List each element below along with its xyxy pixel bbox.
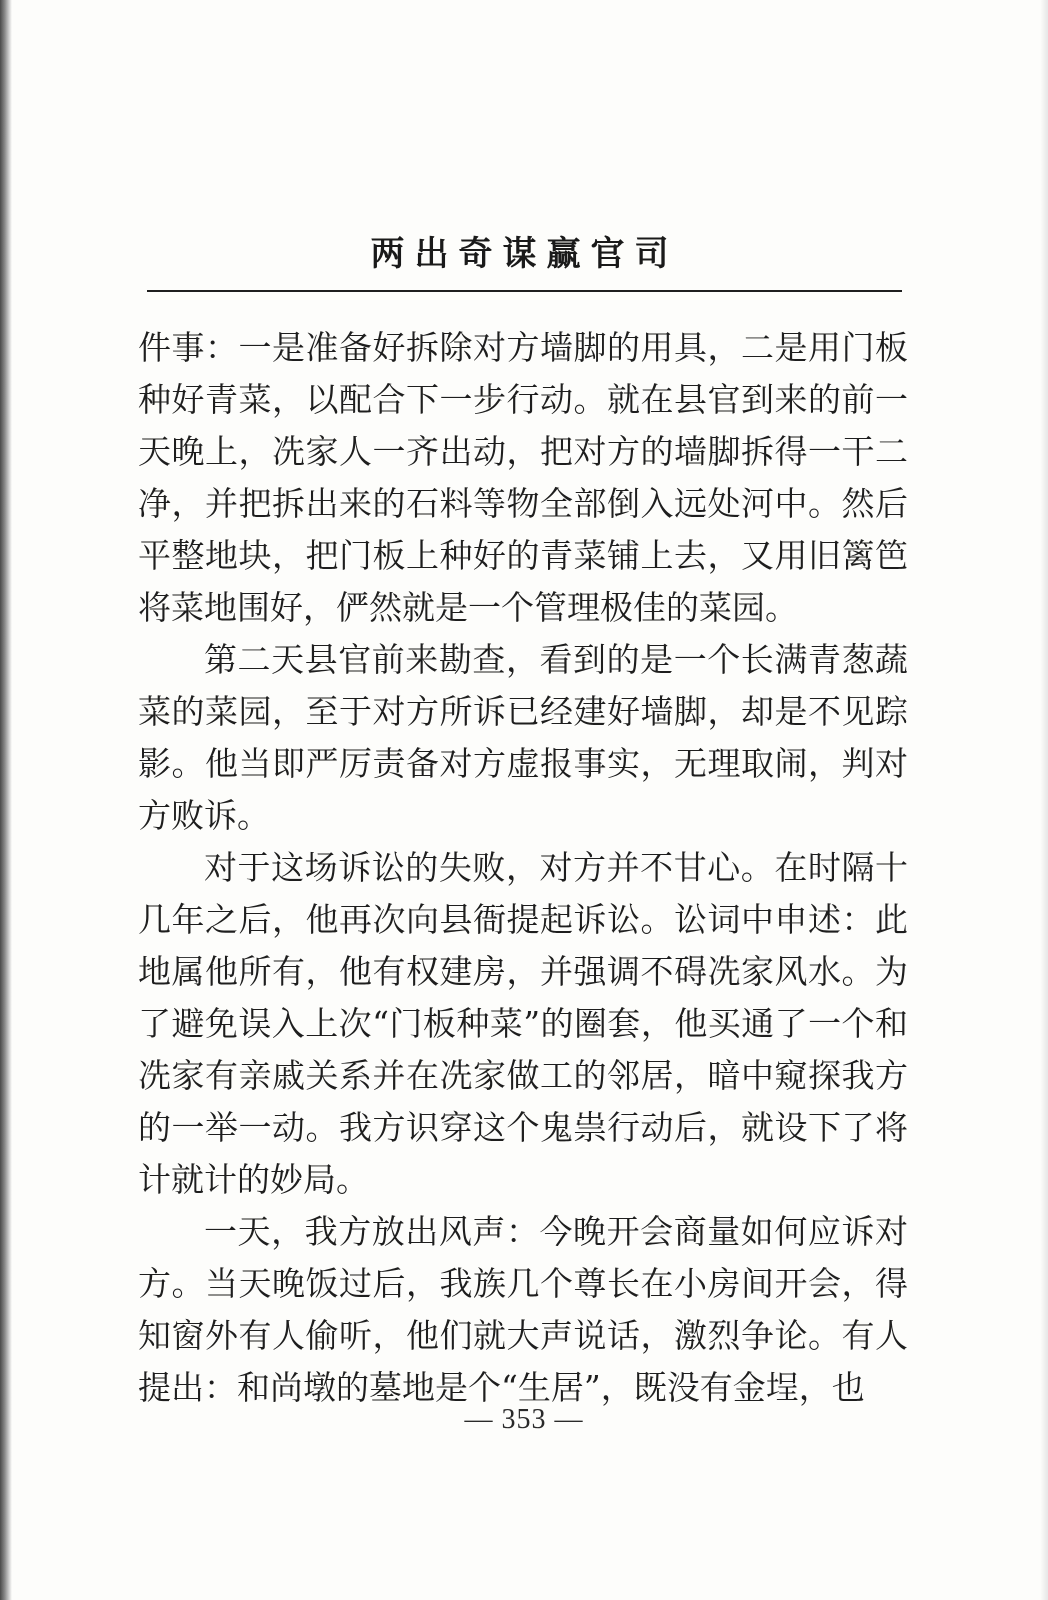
scan-shadow-left	[0, 0, 12, 1600]
body-text	[138, 322, 908, 1414]
paragraph-3: 对于这场诉讼的失败，对方并不甘心。在时隔十几年之后，他再次向县衙提起诉讼。讼词中申述：此地属他所有，他有权建房，并强调不碍冼家风水。为了避免误入上次“门板种菜”的圈套，他买通了一个和冼家有亲戚关系并在冼家做工的邻居，暗中窥探我方的一举一动。我方识穿这个鬼祟行动后，就设下了将计就计的妙局。	[138, 848, 908, 1199]
paragraph-1: 件事：一是准备好拆除对方墙脚的用具，二是用门板种好青菜，以配合下一步行动。就在县官到来的前一天晚上，冼家人一齐出动，把对方的墙脚拆得一干二净，并把拆出来的石料等物全部倒入远处河中。然后平整地块，把门板上种好的青菜铺上去，又用旧篱笆将菜地围好，俨然就是一个管理极佳的菜园。	[138, 328, 908, 627]
page-number: — 353 —	[464, 1404, 584, 1435]
header-rule	[147, 290, 902, 292]
paragraph-2: 第二天县官前来勘查，看到的是一个长满青葱蔬菜的菜园，至于对方所诉已经建好墙脚，却是不见踪影。他当即严厉责备对方虚报事实，无理取闹，判对方败诉。	[138, 640, 908, 835]
running-head-title: 两出奇谋赢官司	[370, 234, 679, 274]
scan-shadow-right	[1040, 0, 1048, 1600]
paragraph-4: 一天，我方放出风声：今晚开会商量如何应诉对方。当天晚饭过后，我族几个尊长在小房间开会，得知窗外有人偷听，他们就大声说话，激烈争论。有人提出：和尚墩的墓地是个“生居”，既没有金埕，也	[138, 1212, 908, 1407]
